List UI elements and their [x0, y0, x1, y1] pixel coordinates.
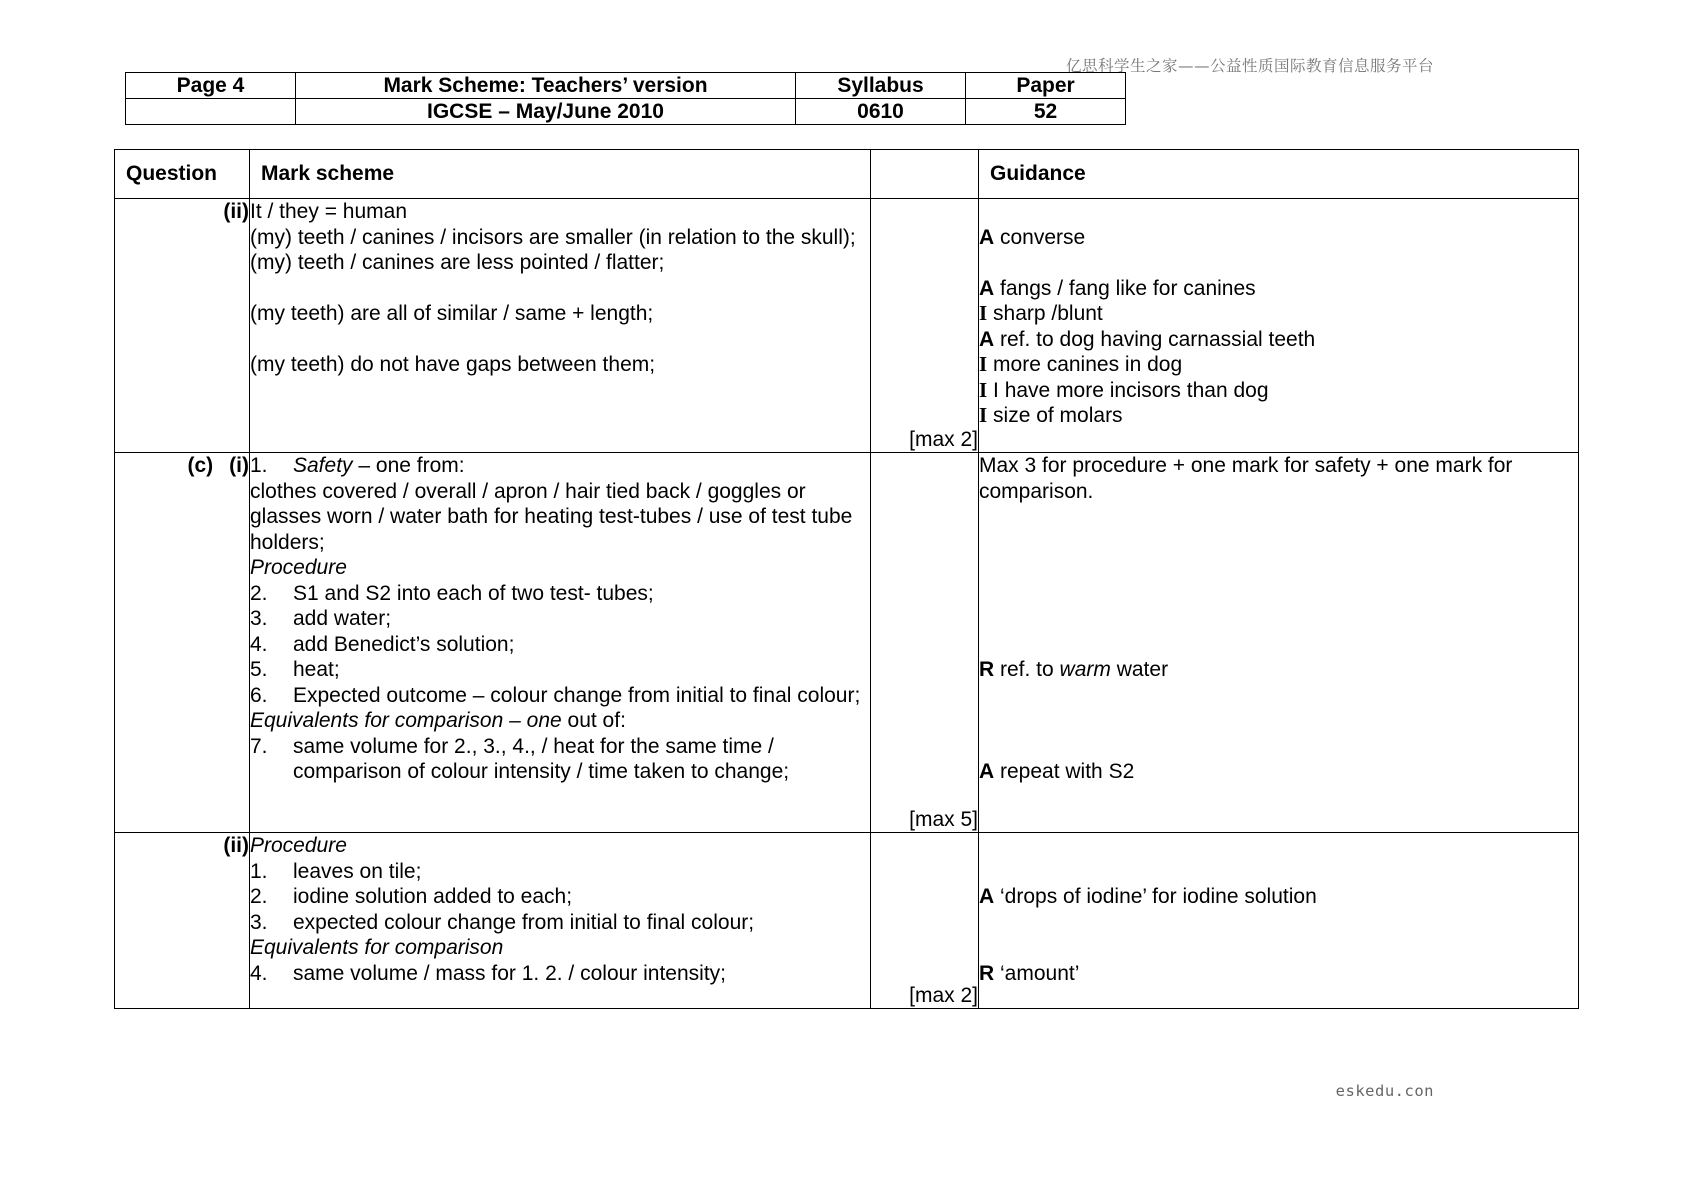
- numbered-point: 1. leaves on tile;: [250, 859, 422, 883]
- question-number: [115, 833, 250, 1009]
- guidance-line: I I have more incisors than dog: [979, 377, 1269, 402]
- guidance-line: A converse: [979, 225, 1086, 249]
- max-marks: [max 5]: [909, 807, 978, 831]
- guidance-cell: [979, 833, 1579, 1009]
- mark-scheme-cell: [250, 833, 871, 1009]
- numbered-point: 6. Expected outcome – colour change from initial to final colour;: [250, 683, 861, 707]
- answer-line: (my) teeth / canines are less pointed / flatter;: [250, 251, 665, 274]
- guidance-line: I more canines in dog: [979, 352, 1183, 376]
- guidance-cell: [979, 199, 1579, 453]
- column-header-guidance: Guidance: [979, 150, 1579, 199]
- paper-number: 52: [966, 99, 1126, 125]
- question-sub-label: (ii): [223, 200, 249, 223]
- column-header-marks: [871, 150, 979, 199]
- mark-scheme-table: [114, 149, 1579, 1009]
- numbered-point: 4. add Benedict’s solution;: [250, 632, 515, 656]
- section-label: Procedure: [250, 556, 347, 579]
- numbered-point: 5. heat;: [250, 658, 340, 681]
- table-header-row: [115, 150, 1579, 199]
- question-sub-label: (ii): [223, 834, 249, 857]
- header-row-labels: [126, 73, 1126, 99]
- marks-cell: [871, 453, 979, 833]
- guidance-line: A repeat with S2: [979, 760, 1135, 783]
- question-part-label: (c): [187, 454, 214, 477]
- table-row: [115, 199, 1579, 453]
- numbered-point: 7. same volume for 2., 3., 4., / heat for the same time / comparison of colour intensity / time taken to change;: [250, 734, 790, 783]
- column-header-mark-scheme: Mark scheme: [250, 150, 871, 199]
- numbered-point: 2. S1 and S2 into each of two test- tubes;: [250, 581, 654, 605]
- guidance-line: R ref. to warm water: [979, 658, 1169, 681]
- guidance-line: I sharp /blunt: [979, 301, 1103, 325]
- column-header-question: Question: [115, 150, 250, 199]
- marks-cell: [871, 199, 979, 453]
- answer-line: (my teeth) are all of similar / same + length;: [250, 302, 654, 325]
- syllabus-code: 0610: [796, 99, 966, 125]
- guidance-line: A ‘drops of iodine’ for iodine solution: [979, 885, 1317, 908]
- guidance-line: R ‘amount’: [979, 961, 1080, 985]
- paper-label: Paper: [966, 73, 1126, 99]
- question-number: [115, 453, 250, 833]
- numbered-point: 1. Safety – one from:: [250, 454, 465, 477]
- answer-line: (my) teeth / canines / incisors are smaller (in relation to the skull);: [250, 225, 856, 249]
- section-label: Equivalents for comparison: [250, 936, 504, 959]
- guidance-cell: [979, 453, 1579, 833]
- document-title: Mark Scheme: Teachers’ version: [296, 73, 796, 99]
- table-row: [115, 453, 1579, 833]
- section-label: Equivalents for comparison – one out of:: [250, 709, 626, 732]
- answer-line: (my teeth) do not have gaps between them;: [250, 353, 656, 376]
- guidance-line: I size of molars: [979, 403, 1123, 427]
- table-row: [115, 833, 1579, 1009]
- answer-line: clothes covered / overall / apron / hair tied back / goggles or glasses worn / water bath for heating test-tubes / use of test tube holders;: [250, 479, 853, 554]
- numbered-point: 3. add water;: [250, 607, 392, 630]
- page-header-table: [125, 72, 1126, 125]
- question-sub-label: (i): [229, 454, 249, 477]
- header-row-values: [126, 99, 1126, 125]
- numbered-point: 4. same volume / mass for 1. 2. / colour intensity;: [250, 961, 727, 985]
- guidance-line: Max 3 for procedure + one mark for safety + one mark for comparison.: [979, 454, 1513, 503]
- guidance-line: A ref. to dog having carnassial teeth: [979, 327, 1316, 351]
- numbered-point: 2. iodine solution added to each;: [250, 885, 573, 908]
- numbered-point: 3. expected colour change from initial to final colour;: [250, 910, 755, 934]
- section-label: Procedure: [250, 834, 347, 857]
- footer-watermark: eskedu.con: [1335, 1082, 1434, 1100]
- watermark-text: 亿思科学生之家——公益性质国际教育信息服务平台: [1065, 57, 1434, 75]
- syllabus-label: Syllabus: [796, 73, 966, 99]
- page-number: Page 4: [126, 73, 296, 99]
- exam-session: IGCSE – May/June 2010: [296, 99, 796, 125]
- mark-scheme-cell: [250, 199, 871, 453]
- guidance-line: A fangs / fang like for canines: [979, 276, 1256, 300]
- marks-cell: [871, 833, 979, 1009]
- answer-line: It / they = human: [250, 200, 408, 223]
- max-marks: [max 2]: [909, 427, 978, 451]
- mark-scheme-cell: [250, 453, 871, 833]
- header-empty-cell: [126, 99, 296, 125]
- max-marks: [max 2]: [909, 983, 978, 1007]
- question-number: [115, 199, 250, 453]
